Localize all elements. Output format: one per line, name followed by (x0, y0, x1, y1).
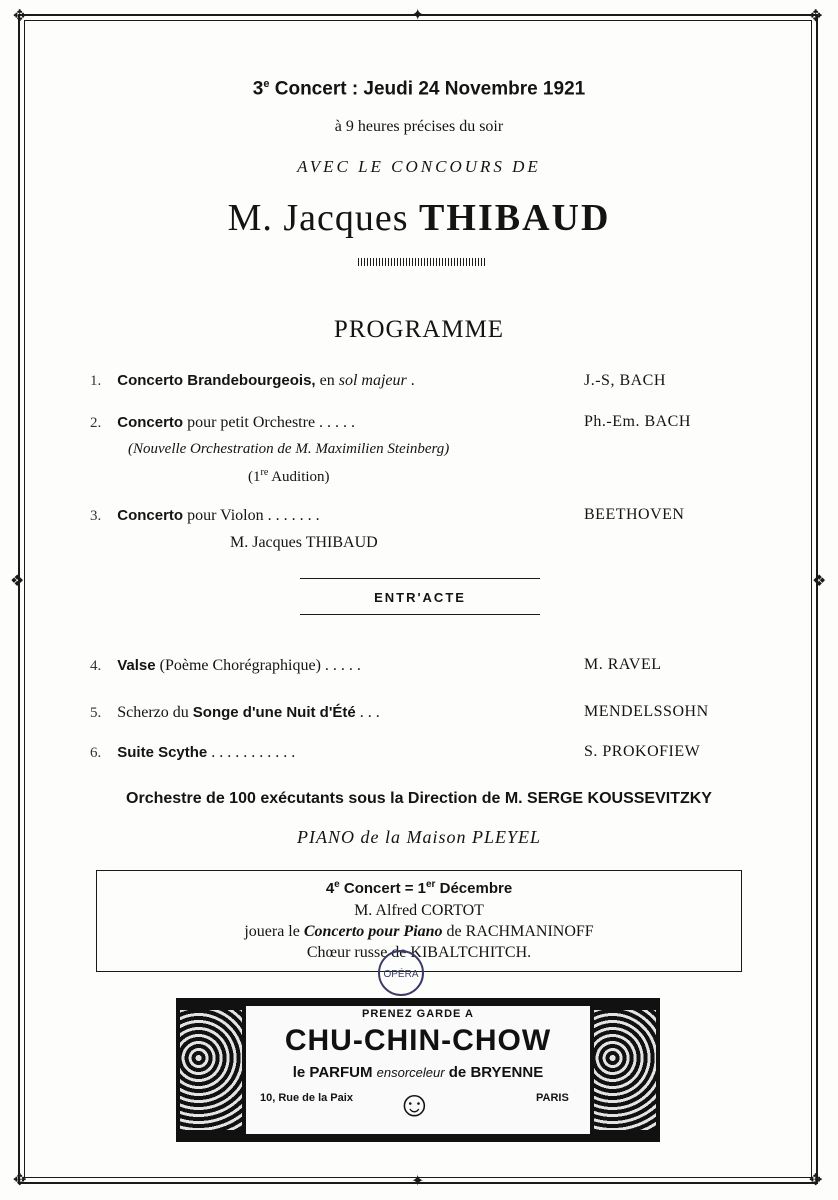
programme-item-1: 1. Concerto Brandebourgeois, en sol majeur . (90, 372, 415, 389)
soloist-name: M. Jacques THIBAUD (227, 197, 611, 239)
next-concert-work: jouera le Concerto pour Piano de RACHMANINOFF (244, 923, 594, 940)
programme-item-4: 4. Valse (Poème Chorégraphique) . . . . . (90, 657, 361, 674)
programme-title: PROGRAMME (333, 316, 505, 343)
programme-item-3: 3. Concerto pour Violon . . . . . . . (90, 507, 320, 524)
orchestra-credit: Orchestre de 100 exécutants sous la Direction de M. SERGE KOUSSEVITZKY (126, 790, 712, 807)
advert-top: PRENEZ GARDE A (362, 1008, 474, 1020)
corner-ornament-icon: ✥ (809, 1172, 823, 1189)
piano-credit: PIANO de la Maison PLEYEL (296, 827, 542, 847)
composer-2: Ph.-Em. BACH (584, 413, 691, 430)
next-concert-date: 4e Concert = 1er Décembre (325, 879, 513, 897)
divider-bottom (300, 614, 540, 615)
concours-line: AVEC LE CONCOURS DE (297, 157, 541, 176)
buddha-figure-icon: ☺ (396, 1084, 433, 1124)
programme-item-6: 6. Suite Scythe . . . . . . . . . . . (90, 744, 296, 761)
composer-1: J.-S, BACH (584, 372, 666, 389)
dragon-left-icon (180, 1010, 242, 1130)
opera-stamp: OPÉRA (378, 950, 424, 996)
concert-headline: 3e Concert : Jeudi 24 Novembre 1921 (252, 78, 586, 100)
advert-city: PARIS (536, 1092, 569, 1104)
composer-3: BEETHOVEN (584, 506, 685, 523)
advert-tagline: le PARFUM ensorceleur de BRYENNE (292, 1064, 544, 1081)
left-ornament-icon: ❖ (10, 573, 25, 590)
advert-address: 10, Rue de la Paix (260, 1092, 353, 1104)
composer-5: MENDELSSOHN (584, 703, 709, 720)
advert-brand: CHU-CHIN-CHOW (284, 1024, 552, 1057)
next-concert-box (96, 870, 742, 972)
corner-ornament-icon: ✥ (13, 1172, 27, 1189)
divider-top (300, 578, 540, 579)
corner-ornament-icon: ✥ (13, 8, 27, 25)
corner-ornament-icon: ✥ (809, 8, 823, 25)
composer-4: M. RAVEL (584, 656, 662, 673)
programme-item-2: 2. Concerto pour petit Orchestre . . . . . (90, 414, 356, 431)
concert-time: à 9 heures précises du soir (334, 118, 504, 135)
next-concert-soloist: M. Alfred CORTOT (354, 902, 484, 919)
next-concert-choir: Chœur russe de KIBALTCHITCH. (306, 944, 532, 961)
bottom-ornament-icon: ✦ (411, 1173, 425, 1190)
right-ornament-icon: ❖ (812, 573, 827, 590)
decorative-rule (358, 258, 486, 266)
advert-panel (246, 1006, 590, 1134)
programme-item-5: 5. Scherzo du Songe d'une Nuit d'Été . . . (90, 704, 380, 721)
composer-6: S. PROKOFIEW (584, 743, 701, 760)
entracte-label: ENTR'ACTE (374, 590, 466, 605)
orchestration-note: (Nouvelle Orchestration de M. Maximilien Steinberg) (128, 441, 450, 457)
top-ornament-icon: ✦ (411, 7, 425, 24)
violin-soloist: M. Jacques THIBAUD (230, 534, 378, 551)
audition-note: (1re Audition) (248, 467, 330, 485)
dragon-right-icon (594, 1010, 656, 1130)
perfume-advertisement (176, 998, 660, 1142)
